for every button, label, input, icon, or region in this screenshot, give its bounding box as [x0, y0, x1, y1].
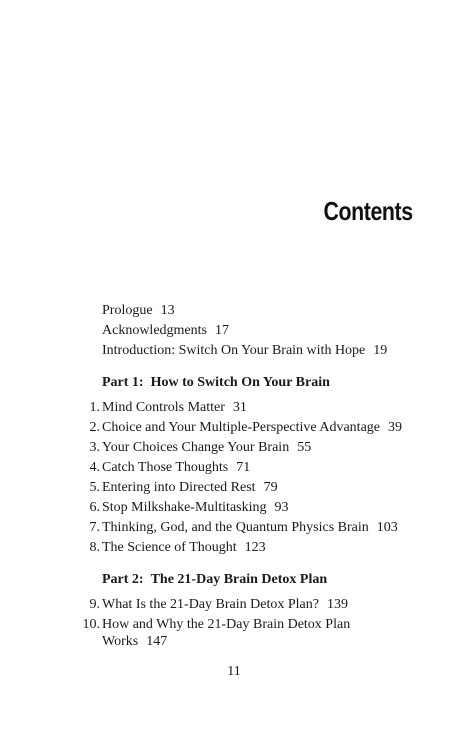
- entry-page: 55: [297, 440, 312, 455]
- toc-chapter-5: [72, 479, 278, 497]
- page-title: Contents: [323, 196, 413, 226]
- entry-label-continuation: Works: [102, 634, 139, 649]
- chapter-number: 5.: [89, 480, 100, 495]
- entry-label: Stop Milkshake-Multitasking: [102, 500, 267, 515]
- entry-label: Your Choices Change Your Brain: [102, 440, 290, 455]
- toc-chapter-1: [72, 399, 247, 417]
- entry-label: Choice and Your Multiple-Perspective Advantage: [102, 420, 381, 435]
- entry-label: Thinking, God, and the Quantum Physics Brain: [102, 520, 369, 535]
- part-2-heading: [102, 571, 327, 589]
- chapter-number: 3.: [89, 440, 100, 455]
- toc-chapter-10: [72, 616, 350, 634]
- toc-chapter-6: [72, 499, 289, 517]
- toc-chapter-8: [72, 539, 266, 557]
- entry-label: Catch Those Thoughts: [102, 460, 229, 475]
- entry-page: 93: [274, 500, 289, 515]
- part-label: Part 1:: [102, 375, 144, 390]
- entry-label: The Science of Thought: [102, 540, 237, 555]
- entry-label: Acknowledgments: [102, 323, 207, 338]
- chapter-number: 1.: [89, 400, 100, 415]
- part-title: How to Switch On Your Brain: [150, 375, 330, 390]
- entry-page: 139: [326, 597, 348, 612]
- entry-label: How and Why the 21-Day Brain Detox Plan: [102, 617, 351, 632]
- toc-entry-acknowledgments: [102, 322, 229, 340]
- entry-page: 123: [244, 540, 266, 555]
- chapter-number: 10.: [82, 617, 100, 632]
- toc-chapter-3: [72, 439, 311, 457]
- toc-chapter-4: [72, 459, 250, 477]
- chapter-number: 9.: [89, 597, 100, 612]
- toc-chapter-2: [72, 419, 402, 437]
- entry-page: 147: [146, 634, 168, 649]
- entry-page: 19: [373, 343, 388, 358]
- toc-chapter-10-continuation: [102, 633, 167, 651]
- entry-page: 31: [232, 400, 247, 415]
- entry-page: 17: [214, 323, 229, 338]
- entry-page: 103: [376, 520, 398, 535]
- toc-chapter-9: [72, 596, 348, 614]
- chapter-number: 7.: [89, 520, 100, 535]
- entry-label: Mind Controls Matter: [102, 400, 225, 415]
- part-title: The 21-Day Brain Detox Plan: [150, 572, 328, 587]
- entry-label: Entering into Directed Rest: [102, 480, 256, 495]
- entry-label: Prologue: [102, 303, 153, 318]
- entry-label: Introduction: Switch On Your Brain with Hope: [102, 343, 366, 358]
- page-number: 11: [227, 664, 241, 679]
- chapter-number: 4.: [89, 460, 100, 475]
- toc-chapter-7: [72, 519, 398, 537]
- entry-label: What Is the 21-Day Brain Detox Plan?: [102, 597, 319, 612]
- entry-page: 39: [388, 420, 403, 435]
- entry-page: 71: [236, 460, 251, 475]
- toc-entry-introduction: [102, 342, 387, 360]
- chapter-number: 8.: [89, 540, 100, 555]
- entry-page: 79: [263, 480, 278, 495]
- part-1-heading: [102, 374, 330, 392]
- entry-page: 13: [160, 303, 175, 318]
- part-label: Part 2:: [102, 572, 144, 587]
- toc-entry-prologue: [102, 302, 175, 320]
- chapter-number: 6.: [89, 500, 100, 515]
- chapter-number: 2.: [89, 420, 100, 435]
